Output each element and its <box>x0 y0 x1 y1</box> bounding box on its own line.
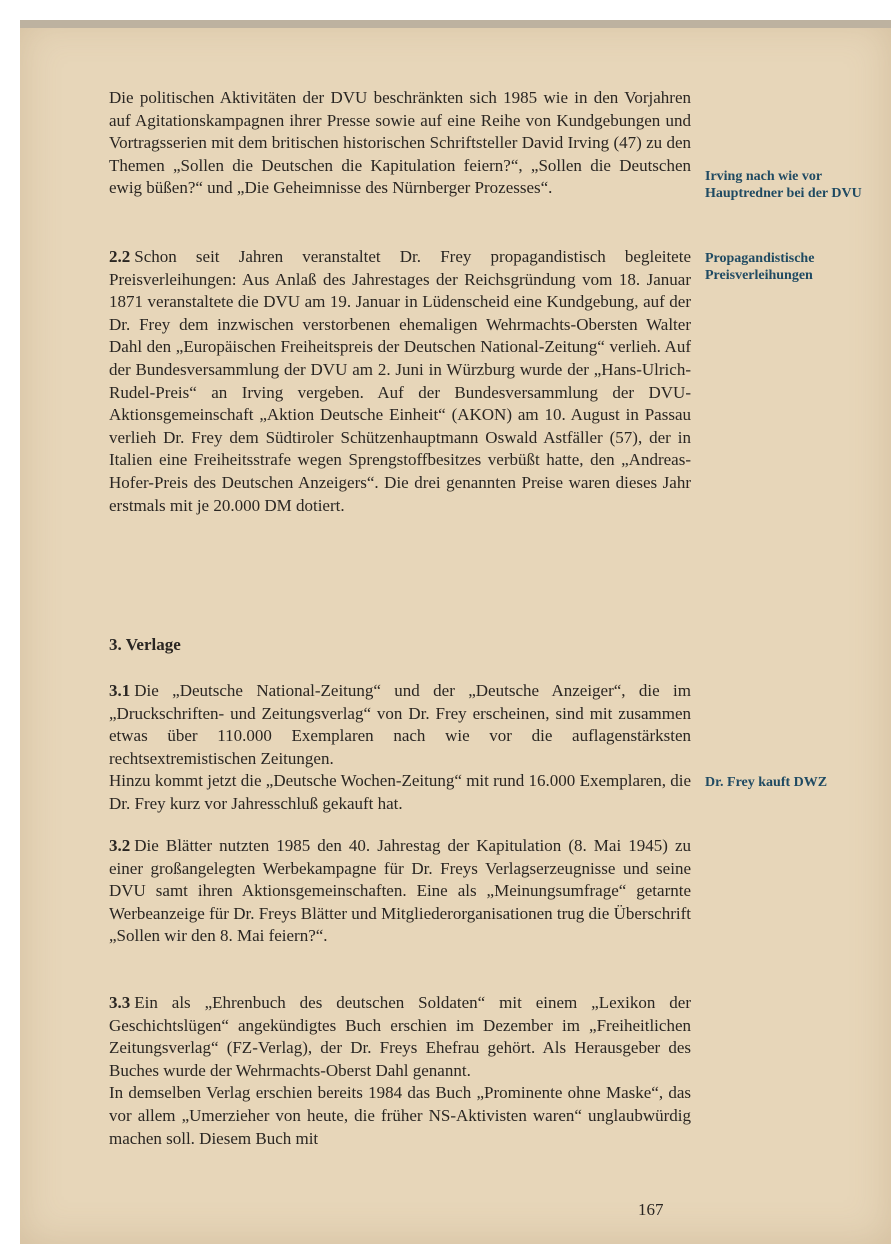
section-number: 3.2 <box>109 836 131 855</box>
page-number: 167 <box>638 1200 664 1219</box>
section-number: 3.3 <box>109 993 131 1012</box>
paragraph-intro-text: Die politischen Aktivitäten der DVU beschränkten sich 1985 wie in den Vorjahren auf Agitationskampagnen ihrer Presse sowie auf eine Reihe von Kundgebungen und Vortragsserien mit dem britischen historischen Schriftsteller David Irving (47) zu den Themen „Sollen die Deutschen die Kapitulation feiern?“, „Sollen die Deutschen ewig büßen?“ und „Die Geheimnisse des Nürnberger Prozesses“. <box>109 88 691 198</box>
section-3-1-text-a: Die „Deutsche National-Zeitung“ und der „Deutsche Anzeiger“, die im „Druckschriften- und Zeitungsverlag“ von Dr. Frey erscheinen, sind mit zusammen etwas über 110.000 Exemplaren nach wie vor die auflagenstärksten rechtsextremistischen Zeitungen. <box>109 681 691 768</box>
section-3-1-text-b: Hinzu kommt jetzt die „Deutsche Wochen-Zeitung“ mit rund 16.000 Exemplaren, die Dr. Frey kurz vor Jahresschluß gekauft hat. <box>109 771 691 813</box>
section-3-3-text-a: Ein als „Ehrenbuch des deutschen Soldaten“ mit einem „Lexikon der Geschichtslügen“ angekündigtes Buch erschien im Dezember im „Freiheitlichen Zeitungsverlag“ (FZ-Verlag), der Dr. Freys Ehefrau gehört. Als Herausgeber des Buches wurde der Wehrmachts-Oberst Dahl genannt. <box>109 993 691 1080</box>
section-2-2-text: Schon seit Jahren veranstaltet Dr. Frey propagandistisch begleitete Preisverleihungen: Aus Anlaß des Jahrestages der Reichsgründung vom 18. Januar 1871 veranstaltete die DVU am 19. Januar in Lüdenscheid eine Kundgebung, auf der Dr. Frey dem inzwischen verstorbenen ehemaligen Wehrmachts-Obersten Walter Dahl den „Europäischen Freiheitspreis der Deutschen National-Zeitung“ verlieh. Auf der Bundesversammlung der DVU am 2. Juni in Würzburg wurde der „Hans-Ulrich-Rudel-Preis“ an Irving vergeben. Auf der Bundesversammlung der DVU-Aktionsgemeinschaft „Aktion Deutsche Einheit“ (AKON) am 10. August in Passau verlieh Dr. Frey dem Südtiroler Schützenhauptmann Oswald Astfäller (57), der in Italien eine Freiheitsstrafe wegen Sprengstoffbesitzes verbüßt hatte, den „Andreas-Hofer-Preis des Deutschen Anzeigers“. Die drei genannten Preise waren dieses Jahr erstmals mit je 20.000 DM dotiert. <box>109 247 691 515</box>
section-3-3-text-b: In demselben Verlag erschien bereits 1984 das Buch „Prominente ohne Maske“, das vor allem „Umerzieher von heute, die früher NS-Aktivisten waren“ unglaubwürdig machen soll. Diesem Buch mit <box>109 1083 691 1148</box>
section-number: 3.1 <box>109 681 131 700</box>
document-page <box>20 20 891 1244</box>
section-3-3 <box>109 992 691 1150</box>
margin-note-preise: Propagandistische Preisverleihungen <box>705 251 815 283</box>
section-3-2-text: Die Blätter nutzten 1985 den 40. Jahrestag der Kapitulation (8. Mai 1945) zu einer großangelegten Werbekampagne für Dr. Freys Verlagserzeugnisse und seine DVU samt ihren Aktionsgemeinschaften. Eine als „Meinungsumfrage“ getarnte Werbeanzeige für Dr. Freys Blätter und Mitgliederorganisationen trug die Überschrift „Sollen wir den 8. Mai feiern?“. <box>109 836 691 946</box>
margin-note-dwz: Dr. Frey kauft DWZ <box>705 775 828 790</box>
section-heading-verlage: 3. Verlage <box>109 635 181 654</box>
section-3-2 <box>109 835 691 948</box>
scan-edge <box>20 20 891 28</box>
section-number: 2.2 <box>109 247 131 266</box>
section-2-2 <box>109 246 691 517</box>
section-3-1 <box>109 680 691 816</box>
paragraph-intro <box>109 87 691 200</box>
margin-note-irving: Irving nach wie vor Hauptredner bei der DVU <box>705 169 862 201</box>
